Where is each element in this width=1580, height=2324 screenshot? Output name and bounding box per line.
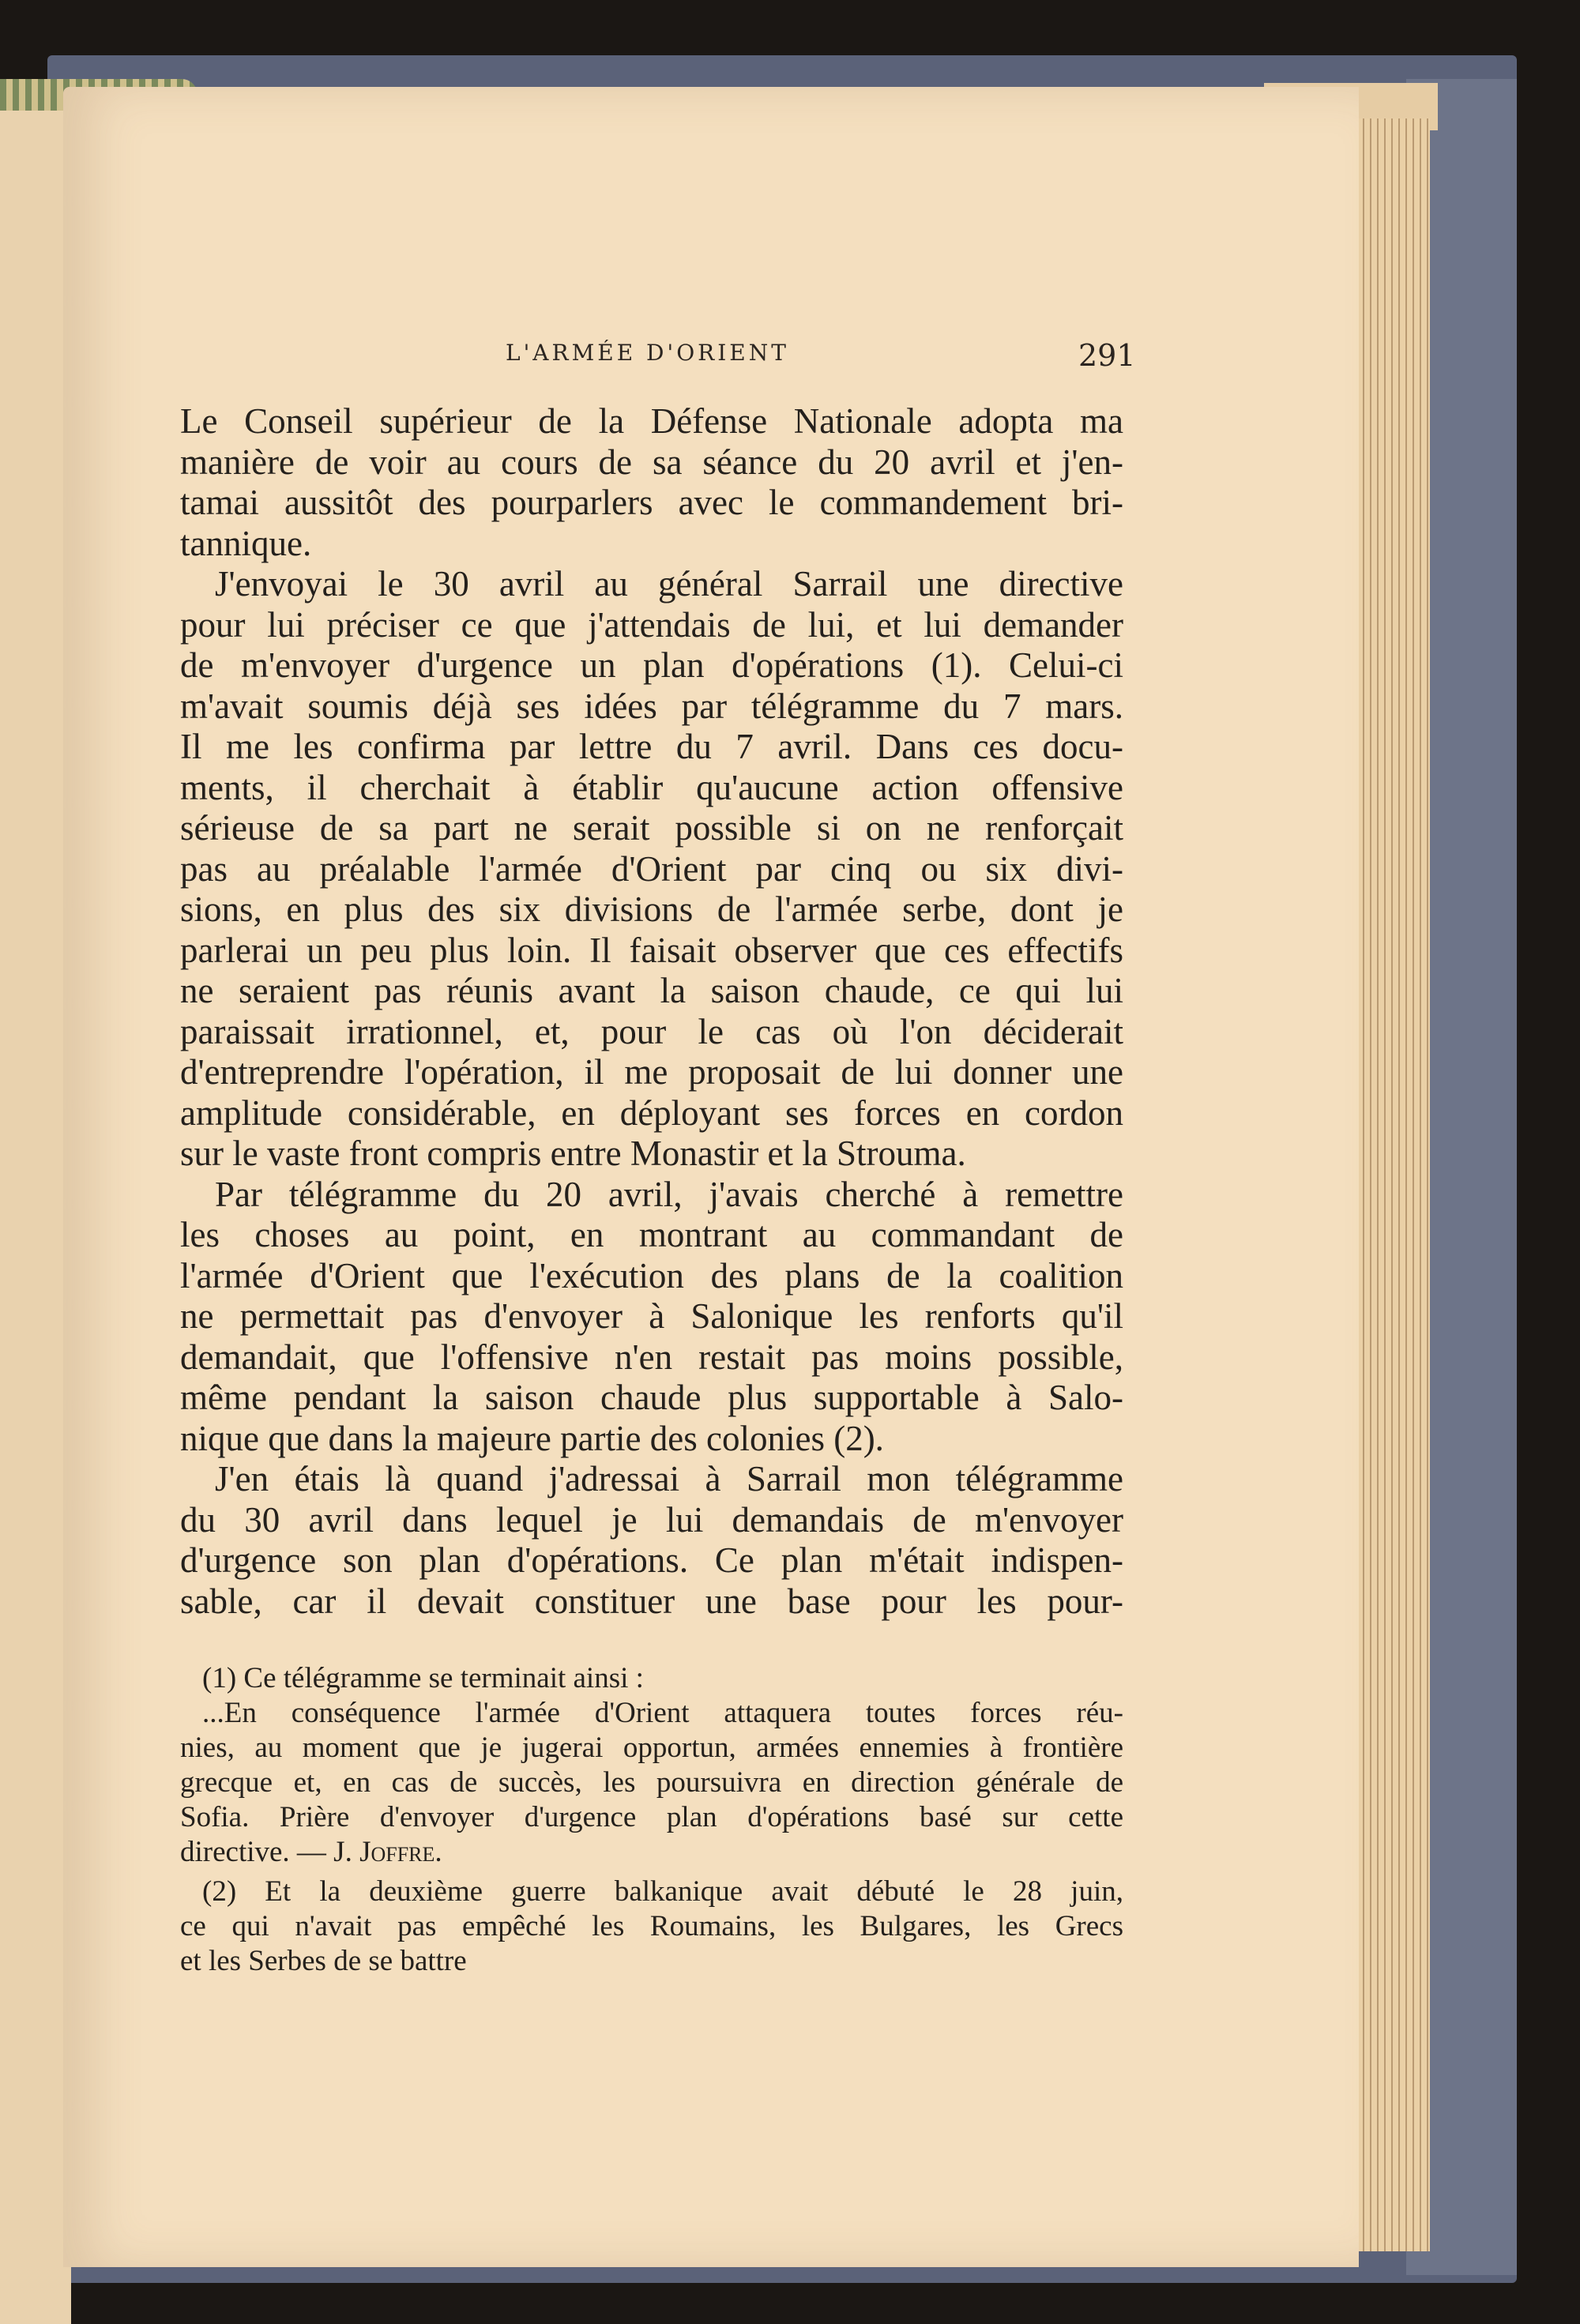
body-line: sérieuse de sa part ne serait possible si on ne renforçait [180, 808, 1123, 848]
footnote-1-line: nies, au moment que je jugerai opportun, armées ennemies à frontière [180, 1732, 1123, 1764]
footnote-1-line: grecque et, en cas de succès, les poursuivra en direction générale de [180, 1766, 1123, 1799]
body-text [180, 401, 1123, 1622]
footnote-1-line: ...En conséquence l'armée d'Orient attaquera toutes forces réu- [202, 1697, 1123, 1729]
body-line: l'armée d'Orient que l'exécution des plans de la coalition [180, 1255, 1123, 1295]
body-line: ne permettait pas d'envoyer à Salonique les renforts qu'il [180, 1296, 1123, 1336]
footnotes [180, 1661, 1123, 1979]
body-line: J'envoyai le 30 avril au général Sarrail une directive [215, 564, 1123, 604]
body-line: de m'envoyer d'urgence un plan d'opérations (1). Celui-ci [180, 645, 1123, 685]
footnote-1-line: Sofia. Prière d'envoyer d'urgence plan d'opérations basé sur cette [180, 1801, 1123, 1833]
body-line: sur le vaste front compris entre Monastir et la Strouma. [180, 1134, 966, 1173]
body-line: d'urgence son plan d'opérations. Ce plan m'était indispen- [180, 1540, 1123, 1580]
body-line: nique que dans la majeure partie des colonies (2). [180, 1418, 884, 1458]
body-line: ne seraient pas réunis avant la saison chaude, ce qui lui [180, 971, 1123, 1010]
page-number: 291 [1078, 338, 1136, 373]
body-line: tannique. [180, 523, 312, 563]
body-line: ments, il cherchait à établir qu'aucune action offensive [180, 767, 1123, 807]
body-line: sable, car il devait constituer une base pour les pour- [180, 1581, 1123, 1621]
body-line: les choses au point, en montrant au commandant de [180, 1215, 1123, 1254]
footnote-1-signature: Joffre. [359, 1836, 442, 1868]
body-line: pour lui préciser ce que j'attendais de lui, et lui demander [180, 604, 1123, 645]
running-head: L'ARMÉE D'ORIENT [506, 340, 789, 366]
body-line: du 30 avril dans lequel je lui demandais de m'envoyer [180, 1499, 1123, 1540]
body-line: d'entreprendre l'opération, il me proposait de lui donner une [180, 1052, 1123, 1092]
body-line: Par télégramme du 20 avril, j'avais cherché à remettre [215, 1174, 1123, 1214]
facing-page-edge [0, 111, 71, 2324]
footnote-2-line: et les Serbes de se battre [180, 1945, 467, 1977]
footnote-2-line: (2) Et la deuxième guerre balkanique avait débuté le 28 juin, [202, 1875, 1123, 1908]
footnote-1-line: directive. — J. [180, 1836, 360, 1868]
body-line: tamai aussitôt des pourparlers avec le commandement bri- [180, 483, 1123, 522]
body-line: demandait, que l'offensive n'en restait pas moins possible, [180, 1337, 1123, 1377]
body-line: Il me les confirma par lettre du 7 avril. Dans ces docu- [180, 727, 1123, 766]
body-line: parlerai un peu plus loin. Il faisait observer que ces effectifs [180, 930, 1123, 970]
footnote-1-line: (1) Ce télégramme se terminait ainsi : [202, 1662, 644, 1694]
body-line: m'avait soumis déjà ses idées par télégramme du 7 mars. [180, 686, 1123, 726]
body-line: J'en étais là quand j'adressai à Sarrail mon télégramme [215, 1459, 1123, 1499]
body-line: même pendant la saison chaude plus supportable à Salo- [180, 1378, 1123, 1417]
footnote-1-last-line [180, 1835, 1123, 1870]
body-line: sions, en plus des six divisions de l'armée serbe, dont je [180, 889, 1123, 929]
body-line: pas au préalable l'armée d'Orient par cinq ou six divi- [180, 848, 1123, 889]
footnote-2-line: ce qui n'avait pas empêché les Roumains, les Bulgares, les Grecs [180, 1910, 1123, 1942]
body-line: Le Conseil supérieur de la Défense Nationale adopta ma [180, 401, 1123, 441]
body-line: amplitude considérable, en déployant ses forces en cordon [180, 1092, 1123, 1133]
body-line: paraissait irrationnel, et, pour le cas où l'on déciderait [180, 1011, 1123, 1051]
body-line: manière de voir au cours de sa séance du 20 avril et j'en- [180, 442, 1123, 482]
